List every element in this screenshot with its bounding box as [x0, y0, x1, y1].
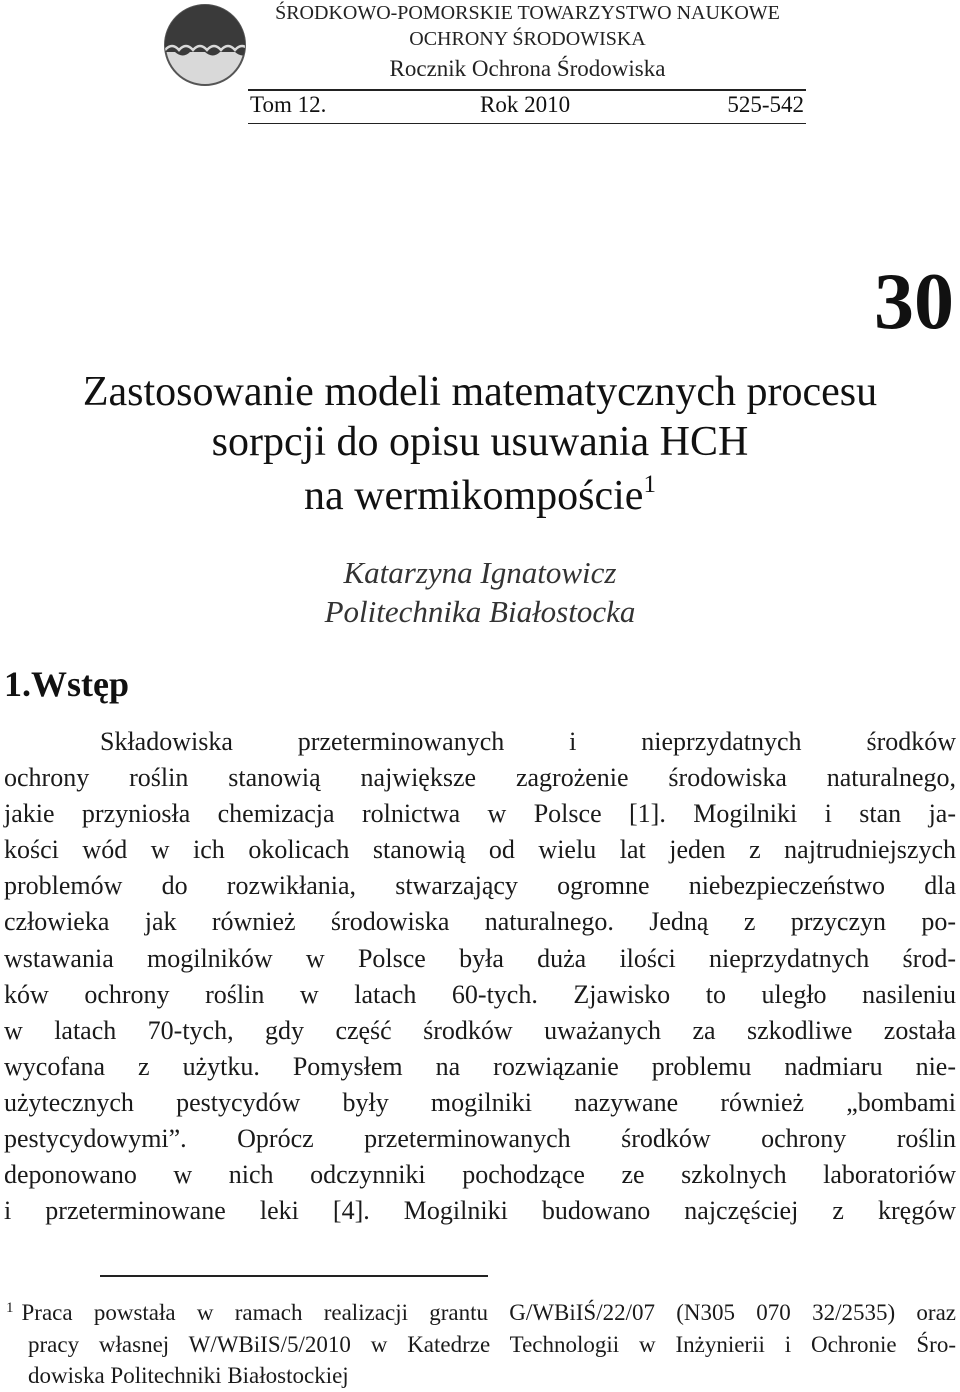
- body-line: ków ochrony roślin w latach 60-tych. Zjawisko to uległo nasileniu: [4, 979, 956, 1009]
- society-name-line2: OCHRONY ŚRODOWISKA: [409, 28, 646, 50]
- page-range: 525-542: [727, 92, 804, 117]
- header-rule-top: [248, 89, 806, 91]
- body-line: wycofana z użytku. Pomysłem na rozwiązanie problemu nadmiaru nie-: [4, 1051, 956, 1081]
- footnote-separator: [100, 1275, 488, 1277]
- publication-year: Rok 2010: [480, 92, 571, 117]
- title-line-3: [0, 472, 960, 517]
- body-line: człowieka jak również środowiska naturalnego. Jedną z przyczyn po-: [4, 907, 956, 937]
- body-line: w latach 70-tych, gdy część środków uważanych za szkodliwe została: [4, 1015, 956, 1045]
- volume-number: Tom 12.: [250, 92, 327, 117]
- author-affiliation: Politechnika Białostocka: [324, 594, 636, 629]
- title-line-1: Zastosowanie modeli matematycznych procesu: [82, 369, 878, 415]
- header-rule-bottom: [248, 123, 806, 124]
- issue-info: [248, 92, 806, 122]
- body-line: Składowiska przeterminowanych i nieprzydatnych środków: [100, 727, 956, 756]
- society-name-line1: ŚRODKOWO-POMORSKIE TOWARZYSTWO NAUKOWE: [275, 2, 780, 24]
- body-line: użytecznych pestycydów były mogilniki nazywane również „bombami: [4, 1087, 956, 1117]
- body-line: deponowano w nich odczynniki pochodzące ze szkolnych laboratoriów: [4, 1160, 956, 1190]
- journal-name: Rocznik Ochrona Środowiska: [389, 56, 666, 81]
- body-line: i przeterminowane leki [4]. Mogilniki budowano najczęściej z kręgów: [4, 1196, 956, 1226]
- body-text: [4, 724, 956, 1229]
- title-footnote-mark: 1: [643, 471, 656, 498]
- society-logo: [160, 2, 250, 88]
- body-line: pestycydowymi”. Oprócz przeterminowanych środków ochrony roślin: [4, 1124, 956, 1154]
- body-line: kości wód w ich okolicach stanowią od wielu lat jeden z najtrudniejszych: [4, 835, 956, 865]
- footnote-line-1-text: Praca powstała w ramach realizacji grantu G/WBiIŚ/22/07 (N305 070 32/2535) oraz: [21, 1300, 956, 1325]
- body-line: ochrony roślin stanowią największe zagrożenie środowiska naturalnego,: [4, 763, 956, 793]
- footnote-mark: 1: [6, 1300, 14, 1316]
- title-line-3-text: na wermikompoście: [304, 473, 644, 519]
- footnote-line-1: [6, 1293, 956, 1329]
- section-heading: 1.Wstęp: [4, 664, 129, 704]
- footnote-line-2: pracy własnej W/WBiIS/5/2010 w Katedrze Technologii w Inżynierii i Ochronie Śro-: [28, 1331, 956, 1357]
- title-line-2: sorpcji do opisu usuwania HCH: [211, 419, 749, 465]
- body-line: wstawania mogilników w Polsce była duża ilości nieprzydatnych środ-: [4, 943, 956, 973]
- body-line: problemów do rozwikłania, stwarzający ogromne niebezpieczeństwo dla: [4, 871, 956, 901]
- chapter-number: 30: [874, 258, 954, 346]
- author-name: Katarzyna Ignatowicz: [343, 555, 617, 590]
- body-line: jakie przyniosła chemizacja rolnictwa w Polsce [1]. Mogilniki i stan ja-: [4, 799, 956, 829]
- footnote-line-3: dowiska Politechniki Białostockiej: [28, 1363, 349, 1388]
- footnote: [6, 1293, 956, 1392]
